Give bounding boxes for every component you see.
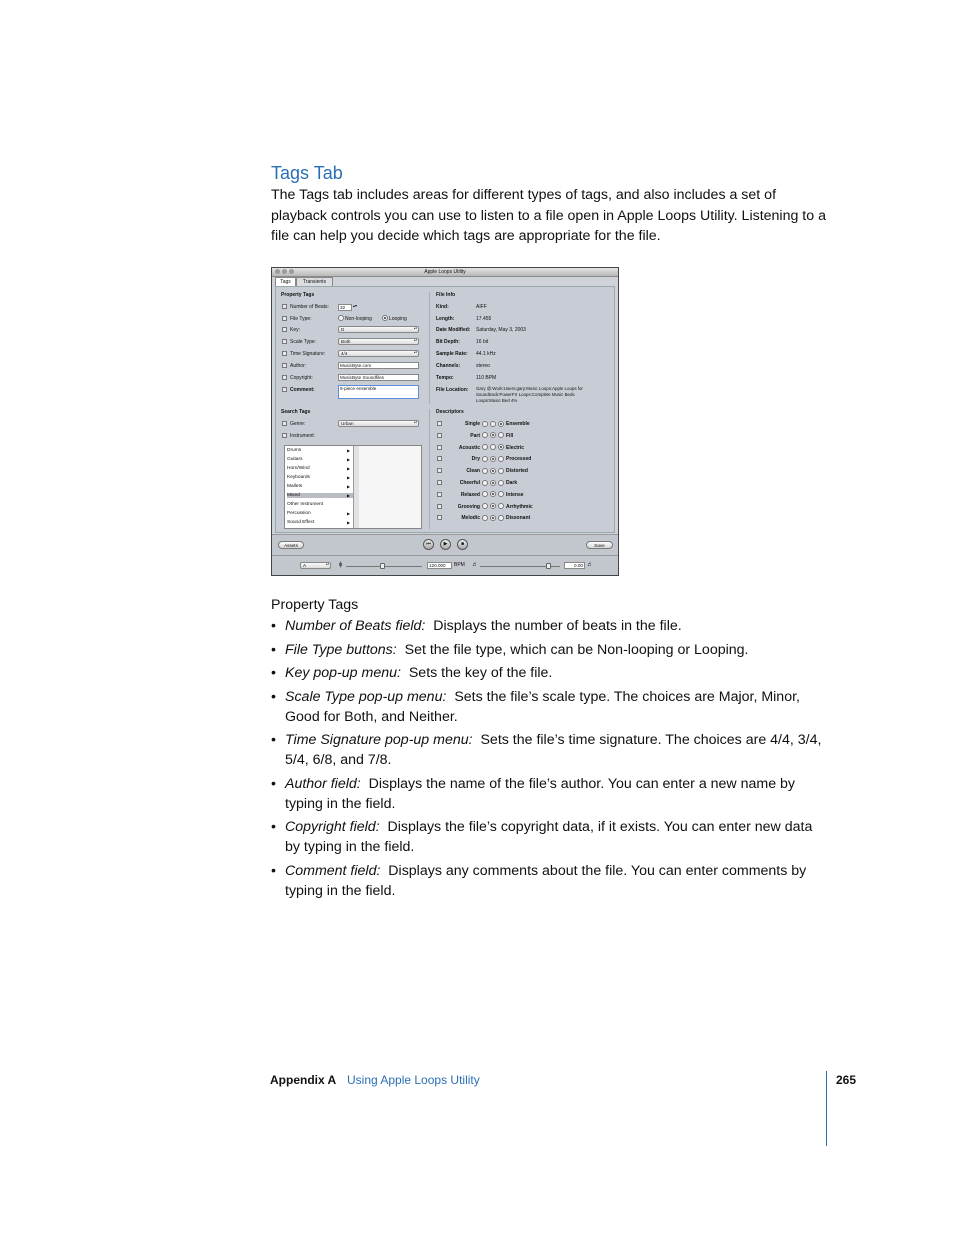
disclosure-arrow-icon: ▶	[347, 448, 351, 453]
descriptor-middle-radio[interactable]	[490, 444, 496, 450]
bullet-desc: Sets the file’s time signature. The choices are 4/4, 3/4, 5/4, 6/8, and 7/8.	[285, 732, 822, 768]
sample-rate-value: 44.1 kHz	[476, 351, 496, 357]
disclosure-arrow-icon: ▶	[347, 493, 351, 498]
author-field[interactable]: MusicByte.com	[338, 362, 419, 369]
descriptor-left-radio[interactable]	[482, 444, 488, 450]
descriptor-left-radio[interactable]	[482, 480, 488, 486]
column-divider	[429, 292, 430, 404]
descriptor-right-label: Electric	[506, 444, 525, 451]
sample-rate-label: Sample Rate:	[436, 351, 468, 357]
descriptor-left-radio[interactable]	[482, 491, 488, 497]
beats-label: Number of Beats:	[290, 304, 329, 310]
looping-label: Looping	[389, 316, 407, 322]
descriptor-left-label: Clean	[466, 468, 480, 475]
bullet-item	[271, 861, 831, 901]
genre-checkbox[interactable]	[282, 421, 287, 426]
bullet-term: Author field:	[285, 775, 361, 792]
bit-depth-label: Bit Depth:	[436, 339, 460, 345]
playback-key-popup[interactable]: A ▴▾	[300, 562, 331, 569]
scale-type-popup[interactable]: Both ▴▾	[338, 338, 419, 345]
bullet-dot: •	[271, 665, 276, 681]
beats-checkbox[interactable]	[282, 304, 287, 309]
bar-divider	[272, 555, 618, 556]
descriptor-middle-radio[interactable]	[490, 432, 496, 438]
genre-label: Genre:	[290, 421, 306, 427]
bullet-dot: •	[271, 641, 276, 658]
disclosure-arrow-icon: ▶	[347, 511, 351, 516]
bullet-desc: Displays any comments about the file. You can enter comments by typing in the field.	[285, 862, 807, 899]
bullet-desc: Displays the name of the file’s author. You can enter a new name by typing in the field.	[285, 775, 796, 812]
scale-type-checkbox[interactable]	[282, 339, 287, 344]
descriptor-checkbox[interactable]	[437, 468, 442, 473]
stop-icon[interactable]: ■	[457, 539, 468, 550]
non-looping-radio[interactable]	[338, 315, 344, 321]
bullet-desc: Displays the file’s copyright data, if it exists. You can enter new data by typing in the field.	[285, 819, 813, 855]
descriptor-checkbox[interactable]	[437, 515, 442, 520]
speaker-icon: ♬	[472, 562, 478, 568]
descriptor-left-radio[interactable]	[482, 515, 488, 521]
file-info-heading: File Info	[436, 292, 456, 298]
descriptor-left-label: Acoustic	[458, 444, 480, 451]
bullet-dot: •	[271, 819, 276, 835]
disclosure-arrow-icon: ▶	[347, 475, 351, 480]
bullet-item	[271, 730, 831, 770]
descriptor-middle-radio[interactable]	[490, 491, 496, 497]
file-location-line-1: Gary @:Work:Users:gary:Music Loops:Apple Loops for	[476, 386, 583, 391]
page-number: 265	[836, 1073, 857, 1087]
bullet-dot: •	[271, 732, 276, 748]
descriptor-left-label: Relaxed	[460, 491, 480, 498]
descriptor-right-radio[interactable]	[498, 421, 504, 427]
file-type-label: File Type:	[290, 316, 312, 322]
browser-second-column	[359, 446, 421, 528]
descriptor-left-label: Part	[470, 432, 480, 439]
descriptor-checkbox[interactable]	[437, 492, 442, 497]
tab-tags[interactable]: Tags	[275, 277, 296, 286]
comment-checkbox[interactable]	[282, 387, 287, 392]
descriptor-right-label: Intense	[506, 491, 524, 498]
kind-value: AIFF	[476, 304, 487, 310]
volume-slider-knob[interactable]	[546, 563, 551, 569]
descriptor-checkbox[interactable]	[437, 480, 442, 485]
instrument-item[interactable]: Keyboards	[287, 475, 310, 480]
instrument-item[interactable]: Mallets	[287, 484, 303, 489]
descriptor-middle-radio[interactable]	[490, 421, 496, 427]
tab-transients[interactable]: Transients	[296, 277, 333, 286]
genre-popup[interactable]: Urban ▴▾	[338, 420, 419, 427]
file-location-line-2: Soundtrack:PowerFX Loops:Complete Music Beds	[476, 392, 575, 397]
key-popup[interactable]: D ▴▾	[338, 326, 419, 333]
comment-field[interactable]: 6-piece ensemble	[338, 385, 419, 399]
bullet-item	[271, 774, 831, 814]
bullet-desc: Sets the key of the file.	[408, 665, 553, 681]
descriptor-right-radio[interactable]	[498, 468, 504, 474]
descriptor-checkbox[interactable]	[437, 433, 442, 438]
bullet-term: Number of Beats field:	[285, 618, 426, 634]
descriptor-right-label: Processed	[506, 456, 532, 463]
descriptor-right-radio[interactable]	[498, 515, 504, 521]
descriptor-middle-radio[interactable]	[490, 456, 496, 462]
descriptor-right-label: Ensemble	[506, 421, 530, 427]
descriptor-right-label: Dark	[506, 480, 518, 486]
bullet-desc: Set the file type, which can be Non-looping or Looping.	[404, 641, 749, 658]
kind-label: Kind:	[436, 304, 449, 310]
channels-label: Channels:	[436, 363, 461, 369]
instrument-item[interactable]: Other Instrument	[287, 502, 323, 507]
length-label: Length:	[436, 316, 455, 322]
tags-panel	[275, 286, 615, 533]
descriptor-checkbox[interactable]	[437, 504, 442, 509]
bullet-term: Copyright field:	[285, 819, 380, 835]
instrument-item-selected[interactable]: Mixed	[287, 493, 354, 498]
descriptor-middle-radio[interactable]	[490, 480, 496, 486]
window-titlebar	[272, 268, 618, 277]
time-signature-checkbox[interactable]	[282, 351, 287, 356]
descriptor-right-radio[interactable]	[498, 456, 504, 462]
footer-rule	[826, 1071, 827, 1146]
descriptor-right-label: Arrhythmic	[506, 503, 533, 510]
descriptor-checkbox[interactable]	[437, 445, 442, 450]
disclosure-arrow-icon: ▶	[347, 457, 351, 462]
tempo-label: Tempo:	[436, 375, 454, 381]
descriptor-middle-radio[interactable]	[490, 503, 496, 509]
number-of-beats-field[interactable]: 32	[338, 304, 352, 311]
descriptor-right-radio[interactable]	[498, 491, 504, 497]
date-modified-value: Saturday, May 3, 2003	[476, 327, 526, 333]
instrument-browser[interactable]	[284, 445, 422, 529]
bullet-term: Time Signature pop-up menu:	[285, 732, 473, 748]
looping-radio[interactable]	[382, 315, 388, 321]
file-type-checkbox[interactable]	[282, 316, 287, 321]
descriptors-heading: Descriptors	[436, 409, 464, 415]
bit-depth-value: 16 bit	[476, 339, 489, 345]
descriptor-left-radio[interactable]	[482, 468, 488, 474]
transpose-slider-knob[interactable]	[380, 563, 385, 569]
bullet-dot: •	[271, 862, 276, 879]
bullet-term: Comment field:	[285, 862, 381, 879]
tempo-value: 110 BPM	[476, 375, 497, 381]
playback-bar	[272, 534, 618, 576]
non-looping-label: Non-looping	[345, 316, 372, 322]
assets-button[interactable]: Assets	[278, 541, 304, 549]
bullet-dot: •	[271, 618, 276, 634]
descriptor-middle-radio[interactable]	[490, 468, 496, 474]
column-divider	[429, 409, 430, 529]
descriptor-left-radio[interactable]	[482, 503, 488, 509]
descriptor-right-label: Fill	[506, 432, 514, 439]
descriptor-checkbox[interactable]	[437, 421, 442, 426]
key-label: Key:	[290, 327, 301, 333]
descriptor-left-radio[interactable]	[482, 421, 488, 427]
descriptor-left-label: Cheerful	[459, 480, 480, 486]
descriptor-left-label: Single	[464, 421, 480, 427]
descriptor-left-radio[interactable]	[482, 432, 488, 438]
intro-paragraph: The Tags tab includes areas for different types of tags, and also includes a set of playback controls you can use to listen to a file open in Apple Loops Utility. Listening to a file can help you decide which tags are appropriate for the file.	[271, 187, 826, 244]
footer-appendix: Appendix A	[270, 1073, 337, 1087]
copyright-label: Copyright:	[290, 375, 313, 381]
disclosure-arrow-icon: ▶	[347, 520, 351, 525]
descriptor-left-radio[interactable]	[482, 456, 488, 462]
instrument-label: Instrument:	[290, 433, 316, 439]
tuning-fork-icon: ϕ	[339, 562, 343, 568]
instrument-checkbox[interactable]	[282, 433, 287, 438]
disclosure-arrow-icon: ▶	[347, 466, 351, 471]
property-tags-subheading: Property Tags	[271, 597, 359, 613]
search-tags-heading: Search Tags	[281, 409, 311, 415]
section-title: Tags Tab	[271, 163, 343, 183]
bullet-item	[271, 616, 831, 636]
bullet-item	[271, 663, 831, 683]
play-icon[interactable]: ▶	[440, 539, 451, 550]
descriptor-right-radio[interactable]	[498, 503, 504, 509]
instrument-item[interactable]: Sound Effect	[287, 520, 315, 525]
file-location-line-3: Loops:Music Bed 4%	[476, 398, 518, 403]
copyright-field[interactable]: MusicByte Soundfiles	[338, 374, 419, 381]
descriptor-left-label: Dry	[471, 456, 480, 463]
descriptor-middle-radio[interactable]	[490, 515, 496, 521]
property-tags-heading: Property Tags	[281, 292, 315, 298]
author-checkbox[interactable]	[282, 363, 287, 368]
volume-icon: ♬	[587, 562, 593, 568]
time-signature-label: Time Signature:	[290, 351, 326, 357]
descriptor-left-label: Melodic	[461, 515, 480, 522]
bullet-item	[271, 687, 831, 727]
instrument-item[interactable]: Horn/Wind	[287, 466, 310, 471]
volume-field[interactable]: 0.00	[564, 562, 585, 569]
property-tags-bullets	[271, 616, 831, 904]
playback-tempo-field[interactable]: 120.000	[427, 562, 452, 569]
app-screenshot	[271, 267, 619, 576]
instrument-item[interactable]: Drums	[287, 448, 302, 453]
instrument-item[interactable]: Percussion	[287, 511, 311, 516]
tempo-unit: BPM	[454, 562, 465, 568]
footer-chapter-link[interactable]: Using Apple Loops Utility	[347, 1073, 480, 1087]
bullet-item	[271, 817, 831, 857]
descriptor-right-label: Dissonant	[506, 515, 531, 522]
descriptor-left-label: Grooving	[457, 503, 480, 510]
descriptor-right-label: Distorted	[506, 468, 528, 475]
bullet-desc: Sets the file’s scale type. The choices are Major, Minor, Good for Both, and Neither.	[285, 688, 800, 725]
bullet-desc: Displays the number of beats in the file.	[433, 618, 682, 634]
copyright-checkbox[interactable]	[282, 375, 287, 380]
bullet-term: Key pop-up menu:	[285, 665, 401, 681]
bullet-dot: •	[271, 775, 276, 792]
channels-value: stereo	[476, 363, 490, 369]
window-title: Apple Loops Utility	[424, 269, 466, 275]
bullet-item	[271, 640, 831, 660]
instrument-item[interactable]: Guitars	[287, 457, 303, 462]
beats-stepper-icon[interactable]: ▴▾	[353, 303, 358, 308]
key-checkbox[interactable]	[282, 327, 287, 332]
bullet-term: File Type buttons:	[285, 641, 397, 658]
comment-label: Comment:	[290, 387, 315, 393]
time-signature-popup[interactable]: 4/4 ▴▾	[338, 350, 419, 357]
file-location-label: File Location:	[436, 387, 469, 393]
descriptor-right-radio[interactable]	[498, 432, 504, 438]
save-button[interactable]: Save	[586, 541, 613, 549]
author-label: Author:	[290, 363, 307, 369]
rewind-icon[interactable]: ⏮	[423, 539, 434, 550]
descriptor-checkbox[interactable]	[437, 456, 442, 461]
disclosure-arrow-icon: ▶	[347, 484, 351, 489]
length-value: 17.455	[476, 316, 492, 322]
bullet-term: Scale Type pop-up menu:	[285, 688, 447, 705]
descriptor-right-radio[interactable]	[498, 480, 504, 486]
bullet-dot: •	[271, 688, 276, 705]
date-modified-label: Date Modified:	[436, 327, 471, 333]
descriptor-right-radio[interactable]	[498, 444, 504, 450]
scale-type-label: Scale Type:	[290, 339, 317, 345]
